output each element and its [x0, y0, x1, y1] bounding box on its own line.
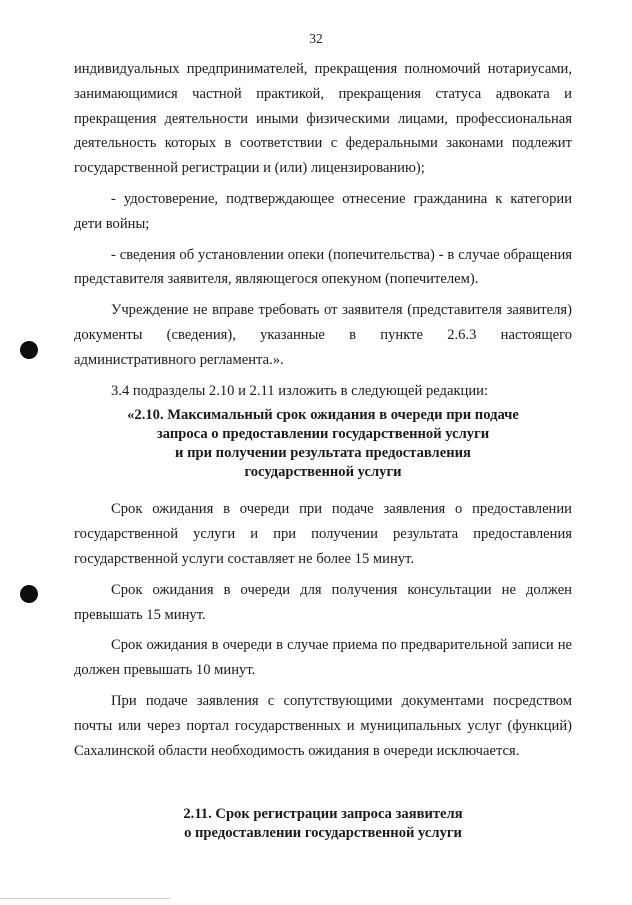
paragraph-institution: Учреждение не вправе требовать от заявителя (представителя заявителя) документы (сведения), указанные в пункте 2.6.3 настоящего административного регламента.».	[74, 302, 572, 368]
document-list	[74, 187, 572, 292]
page-number: 32	[309, 31, 323, 46]
document-body	[74, 57, 572, 843]
heading-line: государственной услуги	[244, 464, 402, 481]
punch-hole-top	[20, 341, 38, 359]
paragraph-amendment: 3.4 подразделы 2.10 и 2.11 изложить в следующей редакции:	[111, 382, 489, 399]
section-heading-2-11	[74, 805, 572, 843]
list-item: - удостоверение, подтверждающее отнесение гражданина к категории дети войны;	[74, 190, 572, 232]
scan-edge-line	[0, 898, 170, 899]
paragraph-postal: При подаче заявления с сопутствующими документами посредством почты или через портал государственных и муниципальных услуг (функций) Сахалинской области необходимость ожидания в очереди исключается.	[74, 692, 572, 759]
list-item: - сведения об установлении опеки (попечительства) - в случае обращения представителя заявителя, являющегося опекуном (попечителем).	[74, 246, 572, 288]
paragraph-consultation: Срок ожидания в очереди для получения консультации не должен превышать 15 минут.	[74, 581, 572, 623]
heading-line: «2.10. Максимальный срок ожидания в очереди при подаче	[127, 407, 519, 424]
heading-line: о предоставлении государственной услуги	[184, 825, 462, 842]
heading-line: запроса о предоставлении государственной услуги	[156, 426, 490, 443]
heading-line: 2.11. Срок регистрации запроса заявителя	[183, 806, 463, 823]
paragraph-continuation: индивидуальных предпринимателей, прекращения полномочий нотариусами, занимающимися частной практикой, прекращения статуса адвоката и прекращения деятельности иными физическими лицами, профессиональная деятельность которых в соответствии с федеральными законами подлежит государственной регистрации и (или) лицензированию);	[74, 61, 572, 177]
punch-hole-bottom	[20, 585, 38, 603]
paragraph-appointment: Срок ожидания в очереди в случае приема по предварительной записи не должен превышать 10 минут.	[74, 637, 572, 679]
paragraph-wait-time: Срок ожидания в очереди при подаче заявления о предоставлении государственной услуги и при получении результата предоставления государственной услуги составляет не более 15 минут.	[74, 501, 572, 567]
heading-line: и при получении результата предоставления	[175, 445, 471, 462]
section-heading-2-10	[74, 406, 572, 482]
